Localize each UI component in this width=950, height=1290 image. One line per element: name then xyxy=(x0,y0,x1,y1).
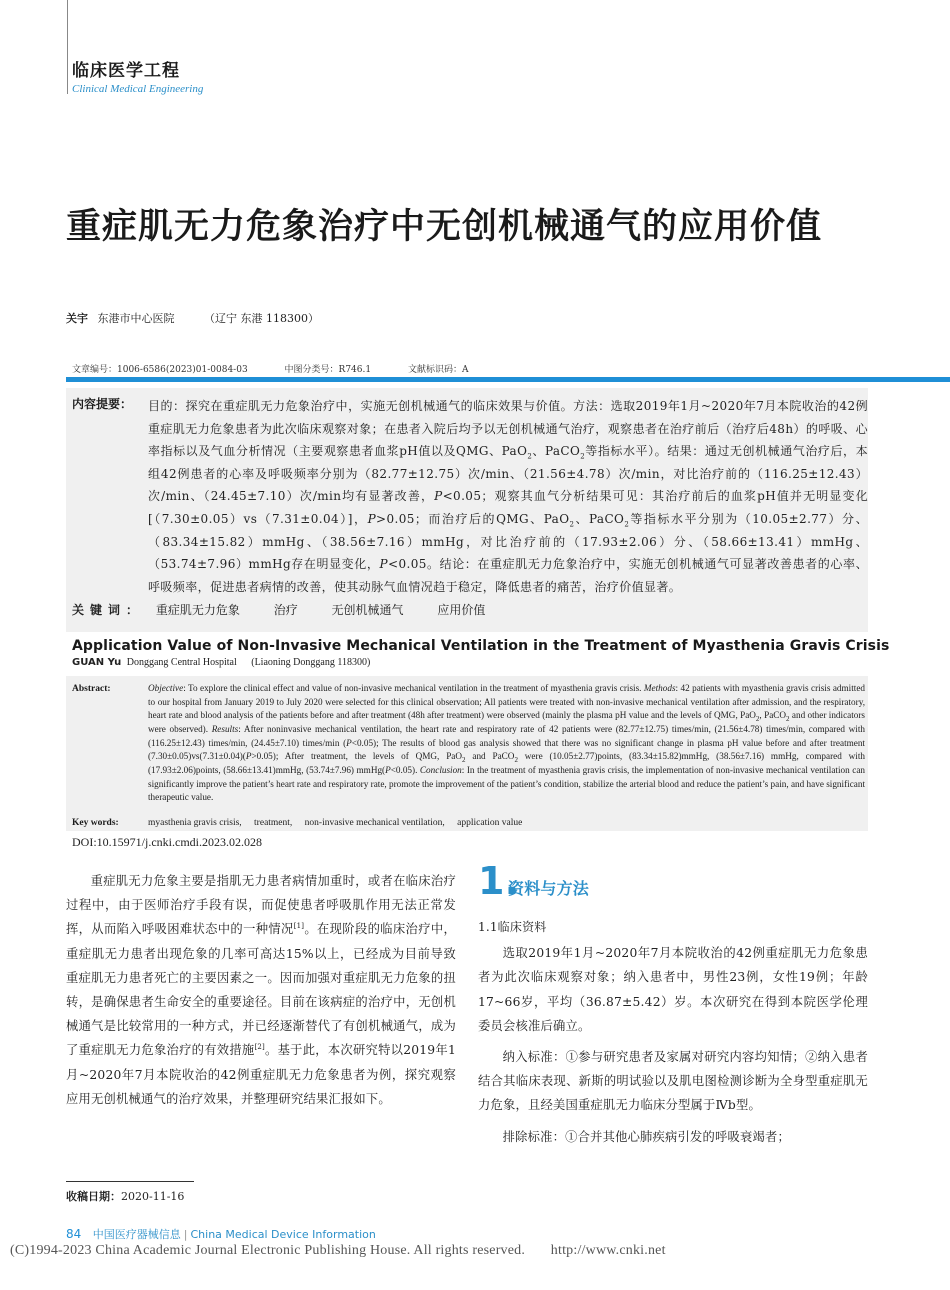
en-author-name: GUAN Yu xyxy=(72,657,122,668)
cn-abstract-body: 目的：探究在重症肌无力危象治疗中，实施无创机械通气的临床效果与价值。方法：选取2019年1月~2020年7月本院收治的42例重症肌无力危象患者为此次临床观察对象；在患者入院后均予以无创机械通气治疗，观察患者在治疗前后（治疗后48h）的呼吸、心率指标以及气血分析情况（主要观察患者血浆pH值以及QMG、PaO$_2$、PaCO$_2$等指标水平）。结果：通过无创机械通气治疗后，本组42例患者的心率及呼吸频率分别为（82.77±12.75）次/min、（21.56±4.78）次/min，对比治疗前的（116.25±12.43）次/min、（24.45±7.10）次/min均有显著改善，P<0.05；观察其血气分析结果可见：其治疗前后的血浆pH值并无明显变化[（7.30±0.05）vs（7.31±0.04）]，P>0.05；而治疗后的QMG、PaO$_2$、PaCO$_2$等指标水平分别为（10.05±2.77）分、（83.34±15.82）mmHg、（38.56±7.16）mmHg，对比治疗前的（17.93±2.06）分、（58.66±13.41）mmHg、（53.74±7.96）mmHg存在明显变化，P<0.05。结论：在重症肌无力危象治疗中，实施无创机械通气可显著改善患者的心率、呼吸频率，促进患者病情的改善，使其动脉气血情况趋于稳定，降低患者的痛苦，治疗价值显著。 xyxy=(148,399,869,594)
author-address: （辽宁 东港 118300） xyxy=(204,312,319,325)
body-right-column xyxy=(478,859,868,1156)
journal-name-cn: 中国医疗器械信息 xyxy=(92,1228,181,1241)
citation-ref: [2] xyxy=(254,1043,265,1052)
journal-name-en: China Medical Device Information xyxy=(190,1228,376,1241)
en-affiliation: Donggang Central Hospital xyxy=(126,657,237,668)
section-label xyxy=(72,56,203,95)
en-author-line xyxy=(72,657,370,668)
subsection-title: 1.1临床资料 xyxy=(478,920,547,934)
article-number: 文章编号：1006-6586(2023)01-0084-03 xyxy=(72,365,248,375)
en-keyword: myasthenia gravis crisis, xyxy=(148,818,242,828)
cn-keyword: 无创机械通气 xyxy=(331,603,404,617)
en-keyword: application value xyxy=(457,818,523,828)
section-heading xyxy=(478,859,868,913)
page-number: 84 xyxy=(66,1227,82,1241)
copyright-text: (C)1994-2023 China Academic Journal Electronic Publishing House. All rights reserved. xyxy=(10,1243,526,1258)
intro-paragraph: 重症肌无力危象主要是指肌无力患者病情加重时，或者在临床治疗过程中，由于医师治疗手段有误，而促使患者呼吸肌作用无法正常发挥，从而陷入呼吸困难状态中的一种情况[1]。在现阶段的临床治疗中，重症肌无力患者出现危象的几率可高达15%以上，已经成为目前导致重症肌无力患者死亡的主要因素之一。因而加强对重症肌无力危象的扭转，是确保患者生命安全的重要途径。目前在该病症的治疗中，无创机械通气是比较常用的一种方式，并已经逐渐替代了有创机械通气，成为了重症肌无力危象治疗的有效措施[2]。基于此，本次研究特以2019年1月~2020年7月本院收治的42例重症肌无力危象患者为例，探究观察应用无创机械通气的治疗效果，并整理研究结果汇报如下。 xyxy=(66,874,456,1106)
author-affiliation: 东港市中心医院 xyxy=(97,312,175,325)
en-keywords xyxy=(148,818,532,828)
section-label-cn: 临床医学工程 xyxy=(72,61,180,81)
en-keyword: non-invasive mechanical ventilation, xyxy=(304,818,445,828)
en-keywords-label: Key words: xyxy=(72,818,119,828)
cnki-url[interactable]: http://www.cnki.net xyxy=(550,1243,666,1258)
en-abstract-label: Abstract: xyxy=(72,684,111,694)
cn-keyword: 重症肌无力危象 xyxy=(155,603,240,617)
exclusion-criteria-paragraph: 排除标准：①合并其他心肺疾病引发的呼吸衰竭者； xyxy=(502,1129,791,1144)
author-line xyxy=(66,310,319,326)
section-number: 1. xyxy=(478,859,520,903)
copyright-watermark xyxy=(10,1243,666,1259)
footnote-divider xyxy=(66,1181,194,1182)
section-label-en: Clinical Medical Engineering xyxy=(72,83,204,95)
document-code: 文献标识码：A xyxy=(407,365,469,375)
footer-separator: | xyxy=(183,1228,188,1241)
clinical-data-paragraph: 选取2019年1月~2020年7月本院收治的42例重症肌无力危象患者为此次临床观察对象；纳入患者中，男性23例，女性19例；年龄17~66岁，平均（36.87±5.42）岁。本次研究在得到本院医学伦理委员会核准后确立。 xyxy=(478,946,868,1033)
section-title: 资料与方法 xyxy=(508,879,590,898)
page-footer xyxy=(66,1226,376,1242)
cn-abstract-label: 内容提要： xyxy=(72,397,133,411)
cn-keywords xyxy=(72,601,515,618)
header-blue-bar xyxy=(66,377,950,382)
body-left-column xyxy=(66,869,456,1111)
cn-keyword: 应用价值 xyxy=(437,603,486,617)
inclusion-criteria-paragraph: 纳入标准：①参与研究患者及家属对研究内容均知情；②纳入患者结合其临床表现、新斯的明试验以及肌电图检测诊断为全身型重症肌无力危象，且经美国重症肌无力临床分型属于Ⅳb型。 xyxy=(478,1050,868,1113)
author-name: 关宇 xyxy=(66,312,88,325)
article-title: 重症肌无力危象治疗中无创机械通气的应用价值 xyxy=(66,207,823,247)
cn-keywords-label: 关键词： xyxy=(72,603,145,617)
citation-ref: [1] xyxy=(293,922,305,931)
received-date xyxy=(66,1188,184,1204)
received-date-label: 收稿日期： xyxy=(66,1190,121,1203)
doi: DOI:10.15971/j.cnki.cmdi.2023.02.028 xyxy=(72,835,262,849)
en-title: Application Value of Non-Invasive Mechanical Ventilation in the Treatment of Myasthenia Gravis Crisis xyxy=(72,638,890,654)
cn-keyword: 治疗 xyxy=(273,603,298,617)
en-abstract-body: Objective: To explore the clinical effect and value of non-invasive mechanical ventilation in the treatment of myasthenia gravis crisis. Methods: 42 patients with myasthenia gravis crisis admitted to our hospital from January 2019 to July 2020 were selected for this clinical observation; All patients were treated with non-invasive mechanical ventilation after admission, and the respiratory, heart rate and blood analysis of the patients before and after treatment (48h after treatment) were observed (mainly the plasma pH value and the levels of QMG, PaO$_2$, PaCO$_2$ and other indicators were observed). Results: After noninvasive mechanical ventilation, the heart rate and respiratory rate of 42 patients were (82.77±12.75) times/min, (21.56±4.78) times/min, compared with (116.25±12.43) times/min, (24.45±7.10) times/min (P<0.05); The results of blood gas analysis showed that there was no significant change in plasma pH value before and after treatment (7.30±0.05)vs(7.31±0.04)(P>0.05); After treatment, the levels of QMG, PaO$_2$ and PaCO$_2$ were (10.05±2.77)points, (83.34±15.82)mmHg, (38.56±7.16) mmHg, compared with (17.93±2.06)points, (58.66±13.41)mmHg, (53.74±7.96) mmHg(P<0.05). Conclusion: In the treatment of myasthenia gravis crisis, the implementation of non-invasive mechanical ventilation can significantly improve the patient’s heart rate and respiratory rate, promote the improvement of the patient’s condition, stabilize the arterial blood and reduce the patient’s pain, and have significant therapeutic value. xyxy=(148,683,866,803)
article-meta xyxy=(72,362,468,375)
en-keyword: treatment, xyxy=(254,818,293,828)
en-address: (Liaoning Donggang 118300) xyxy=(251,657,371,668)
clc-number: 中图分类号：R746.1 xyxy=(284,365,372,375)
received-date-value: 2020-11-16 xyxy=(121,1190,185,1203)
header-divider xyxy=(67,0,68,94)
